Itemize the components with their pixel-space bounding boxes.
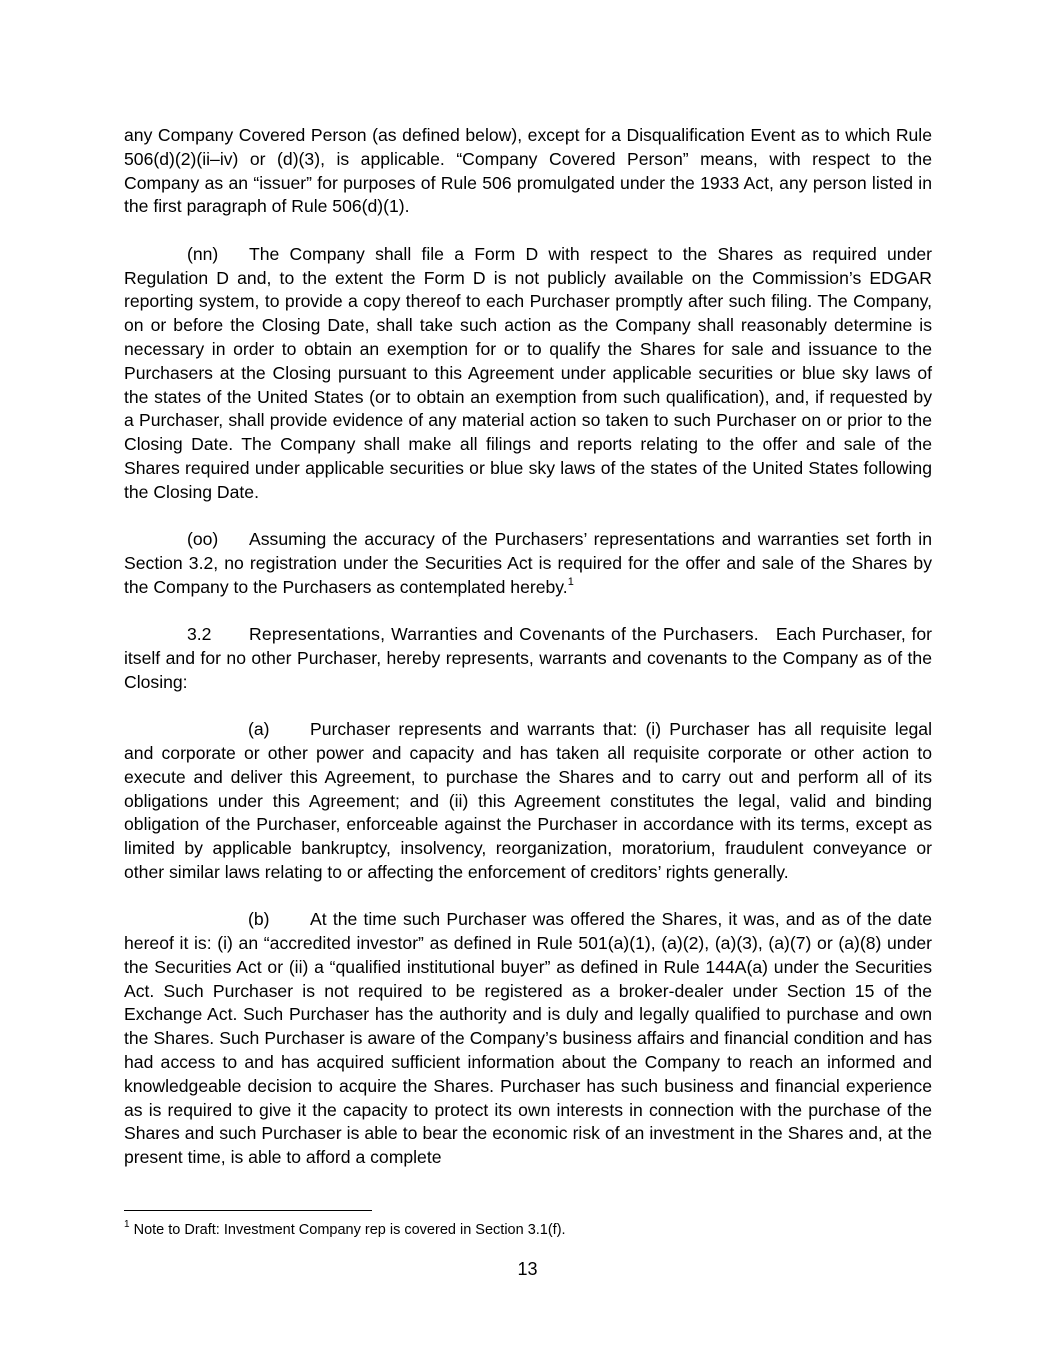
- paragraph-nn: [124, 243, 932, 505]
- paragraph-label: (oo): [187, 529, 219, 550]
- section-number: 3.2: [187, 624, 212, 645]
- paragraph-text: Assuming the accuracy of the Purchasers’ representations and warranties set forth in Section 3.2, no registration under the Securities Act is required for the offer and sale of the Shares by the Company to the Purchasers as contemplated hereby.: [124, 529, 932, 597]
- paragraph-text: At the time such Purchaser was offered the Shares, it was, and as of the date hereof it is: (i) an “accredited investor” as defined in Rule 501(a)(1), (a)(2), (a)(3), (a)(7) or (a)(8) under the Securities Act or (ii) a “qualified institutional buyer” as defined in Rule 144A(a) under the Securities Act. Such Purchaser is not required to be registered as a broker-dealer under Section 15 of the Exchange Act. Such Purchaser has the authority and is duly and legally qualified to purchase and own the Shares. Such Purchaser is aware of the Company’s business affairs and financial condition and has had access to and has acquired sufficient information about the Company to reach an informed and knowledgeable decision to acquire the Shares. Purchaser has such business and financial experience as is required to give it the capacity to protect its own interests in connection with the purchase of the Shares and such Purchaser is able to bear the economic risk of an investment in the Shares and, at the present time, is able to afford a complete: [124, 909, 932, 1168]
- body-text: [124, 124, 932, 1170]
- paragraph-label: (b): [248, 909, 270, 930]
- footnote: [124, 1221, 566, 1239]
- paragraph-label: (a): [248, 719, 270, 740]
- paragraph-text: The Company shall file a Form D with respect to the Shares as required under Regulation D and, to the extent the Form D is not publicly available on the Commission’s EDGAR reporting system, to provide a copy thereof to each Purchaser promptly after such filing. The Company, on or before the Closing Date, shall take such action as the Company shall reasonably determine is necessary in order to obtain an exemption for or to qualify the Shares for sale and issuance to the Purchasers at the Closing pursuant to this Agreement under applicable securities or blue sky laws of the states of the United States (or to obtain an exemption from such qualification), and, if requested by a Purchaser, shall provide evidence of any material action so taken to such Purchaser on or prior to the Closing Date. The Company shall make all filings and reports relating to the offer and sale of the Shares required under applicable securities or blue sky laws of the states of the United States following the Closing Date.: [124, 243, 932, 502]
- section-3-2: [124, 623, 932, 694]
- footnote-separator: [124, 1210, 372, 1211]
- paragraph-text: Purchaser represents and warrants that: (i) Purchaser has all requisite legal and corporate or other power and capacity and has taken all requisite corporate or other action to execute and deliver this Agreement, to purchase the Shares and to carry out and perform all of its obligations under this Agreement; and (ii) this Agreement constitutes the legal, valid and binding obligation of the Purchaser, enforceable against the Purchaser in accordance with its terms, except as limited by applicable bankruptcy, insolvency, reorganization, moratorium, fraudulent conveyance or other similar laws relating to or affecting the enforcement of creditors’ rights generally.: [124, 719, 932, 882]
- paragraph-text: Each Purchaser, for itself and for no other Purchaser, hereby represents, warrants and covenants to the Company as of the Closing:: [124, 624, 932, 692]
- paragraph-mm-continued: [124, 124, 932, 219]
- section-heading: Representations, Warranties and Covenants of the Purchasers.: [249, 624, 759, 645]
- paragraph-b: [124, 908, 932, 1170]
- page-number: 13: [517, 1259, 538, 1279]
- footnote-reference[interactable]: 1: [567, 575, 574, 588]
- paragraph-a: [124, 718, 932, 885]
- footnote-text: Note to Draft: Investment Company rep is covered in Section 3.1(f).: [133, 1222, 566, 1238]
- paragraph-oo: [124, 528, 932, 599]
- paragraph-text: any Company Covered Person (as defined below), except for a Disqualification Event as to which Rule 506(d)(2)(ii–iv) or (d)(3), is applicable. “Company Covered Person” means, with respect to the Company as an “issuer” for purposes of Rule 506 promulgated under the 1933 Act, any person listed in the first paragraph of Rule 506(d)(1).: [124, 125, 932, 217]
- paragraph-label: (nn): [187, 243, 219, 264]
- footnote-marker: 1: [124, 1219, 130, 1231]
